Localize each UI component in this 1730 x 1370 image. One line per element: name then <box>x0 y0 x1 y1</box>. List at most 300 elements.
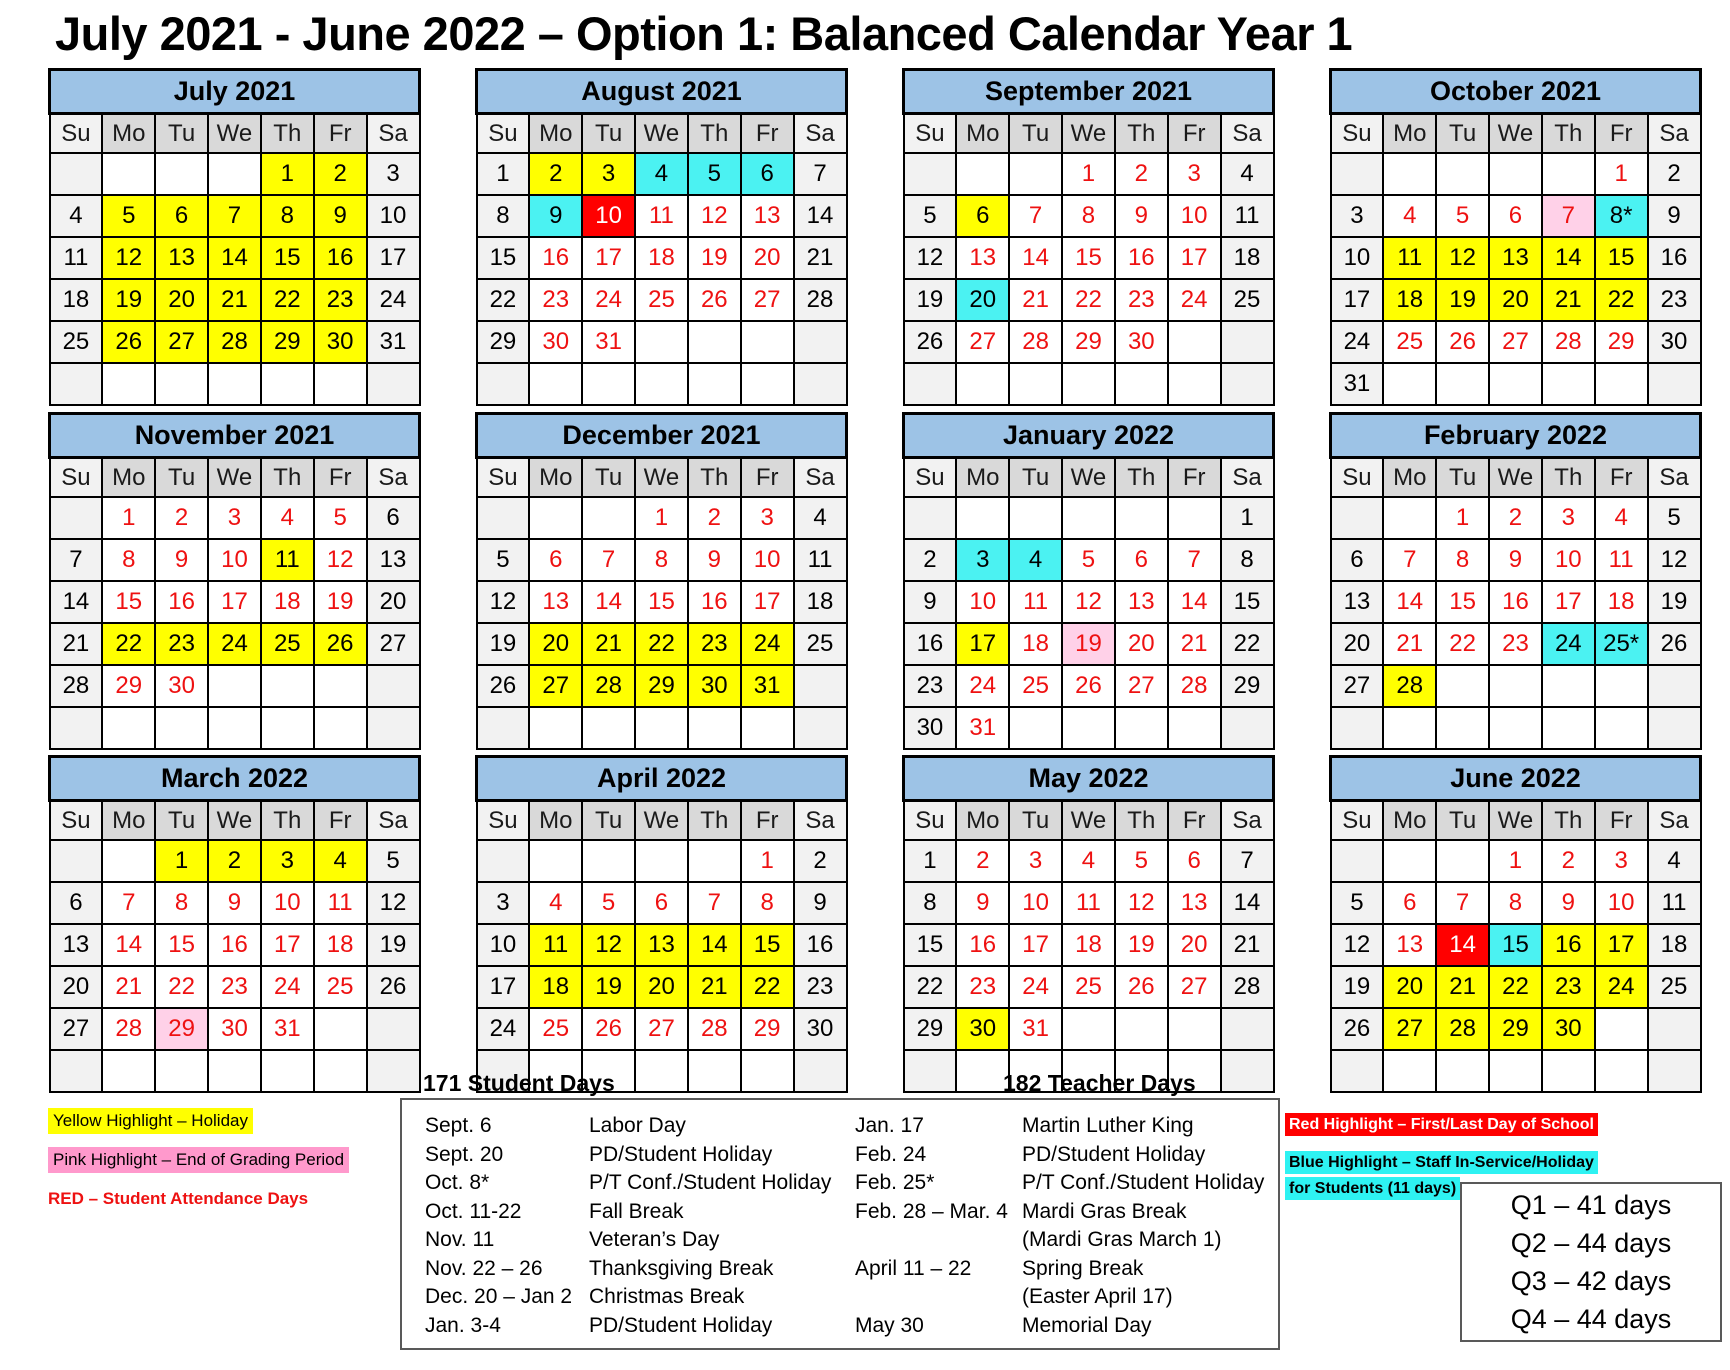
date-cell: 30 <box>314 321 367 363</box>
date-cell: 14 <box>1383 581 1436 623</box>
date-cell: 2 <box>155 497 208 539</box>
date-cell: 28 <box>1436 1008 1489 1050</box>
date-cell: 22 <box>155 966 208 1008</box>
day-header-row <box>904 801 1274 841</box>
date-cell: 14 <box>50 581 103 623</box>
month-title: July 2021 <box>50 70 420 114</box>
day-header-cell: Sa <box>794 114 847 154</box>
empty-cell <box>1009 153 1062 195</box>
date-cell: 9 <box>1648 195 1701 237</box>
month-title: August 2021 <box>477 70 847 114</box>
date-cell: 24 <box>1331 321 1384 363</box>
empty-cell <box>1595 707 1648 749</box>
date-cell: 6 <box>1331 539 1384 581</box>
date-cell: 4 <box>261 497 314 539</box>
week-row <box>50 321 420 363</box>
week-row <box>1331 966 1701 1008</box>
empty-cell <box>1595 665 1648 707</box>
date-cell: 19 <box>1331 966 1384 1008</box>
date-cell: 8 <box>1436 539 1489 581</box>
week-row <box>1331 195 1701 237</box>
date-cell: 19 <box>582 966 635 1008</box>
empty-cell <box>314 665 367 707</box>
date-cell: 27 <box>1168 966 1221 1008</box>
date-cell: 11 <box>529 924 582 966</box>
date-cell: 7 <box>1221 840 1274 882</box>
date-cell: 17 <box>1168 237 1221 279</box>
day-header-cell: Th <box>261 458 314 498</box>
date-cell: 12 <box>904 237 957 279</box>
empty-cell <box>208 665 261 707</box>
date-cell: 15 <box>1221 581 1274 623</box>
date-cell: 19 <box>314 581 367 623</box>
empty-cell <box>102 707 155 749</box>
date-cell: 12 <box>688 195 741 237</box>
empty-cell <box>261 1050 314 1092</box>
date-cell: 10 <box>741 539 794 581</box>
date-cell: 21 <box>688 966 741 1008</box>
date-cell: 28 <box>208 321 261 363</box>
week-row <box>904 539 1274 581</box>
empty-cell <box>741 321 794 363</box>
date-cell: 27 <box>529 665 582 707</box>
date-cell: 20 <box>50 966 103 1008</box>
month-calendar <box>1329 412 1702 750</box>
quarter-label: Q4 – 44 days <box>1510 1304 1672 1334</box>
day-header-cell: Su <box>50 801 103 841</box>
month-calendar <box>48 68 421 406</box>
legend-item-cyan: Blue Highlight – Staff In-Service/Holiday for Students (11 days) <box>1285 1151 1598 1200</box>
legend-left <box>48 1108 349 1225</box>
day-header-row <box>50 114 420 154</box>
week-row <box>904 882 1274 924</box>
day-header-row <box>904 114 1274 154</box>
month-title-row <box>1331 757 1701 801</box>
day-header-cell: Tu <box>1009 801 1062 841</box>
empty-cell <box>794 363 847 405</box>
empty-cell <box>367 707 420 749</box>
date-cell: 12 <box>367 882 420 924</box>
date-cell: 2 <box>529 153 582 195</box>
date-cell: 21 <box>794 237 847 279</box>
month-table <box>48 755 421 1093</box>
date-cell: 23 <box>155 623 208 665</box>
date-cell: 1 <box>1595 153 1648 195</box>
empty-cell <box>1168 363 1221 405</box>
date-cell: 5 <box>314 497 367 539</box>
empty-cell <box>477 707 530 749</box>
date-cell: 10 <box>956 581 1009 623</box>
date-cell: 28 <box>794 279 847 321</box>
date-cell: 17 <box>1595 924 1648 966</box>
date-cell: 14 <box>1168 581 1221 623</box>
empty-cell <box>1115 363 1168 405</box>
month-title: January 2022 <box>904 414 1274 458</box>
date-cell: 15 <box>741 924 794 966</box>
date-cell: 23 <box>1542 966 1595 1008</box>
date-cell: 31 <box>582 321 635 363</box>
date-cell: 1 <box>741 840 794 882</box>
date-cell: 8 <box>904 882 957 924</box>
day-header-cell: Tu <box>1436 114 1489 154</box>
empty-cell <box>1489 1050 1542 1092</box>
day-header-cell: Su <box>904 114 957 154</box>
day-header-cell: Mo <box>956 114 1009 154</box>
empty-cell <box>635 363 688 405</box>
week-row <box>477 1008 847 1050</box>
date-cell: 13 <box>1331 581 1384 623</box>
day-header-cell: Mo <box>956 458 1009 498</box>
date-cell: 8 <box>102 539 155 581</box>
date-cell: 4 <box>50 195 103 237</box>
date-cell: 4 <box>1009 539 1062 581</box>
week-row <box>50 279 420 321</box>
date-cell: 30 <box>794 1008 847 1050</box>
date-cell: 10 <box>1009 882 1062 924</box>
date-cell: 14 <box>1436 924 1489 966</box>
date-cell: 21 <box>208 279 261 321</box>
empty-cell <box>261 665 314 707</box>
date-cell: 28 <box>1168 665 1221 707</box>
week-row <box>50 623 420 665</box>
empty-cell <box>1383 153 1436 195</box>
date-cell: 4 <box>1648 840 1701 882</box>
date-cell: 24 <box>582 279 635 321</box>
empty-cell <box>1489 153 1542 195</box>
empty-cell <box>314 707 367 749</box>
date-cell: 2 <box>1648 153 1701 195</box>
date-cell: 20 <box>635 966 688 1008</box>
date-cell: 26 <box>1648 623 1701 665</box>
date-cell: 19 <box>477 623 530 665</box>
date-cell: 27 <box>741 279 794 321</box>
date-cell: 29 <box>477 321 530 363</box>
month-title-row <box>477 414 847 458</box>
date-cell: 23 <box>1489 623 1542 665</box>
date-cell: 19 <box>367 924 420 966</box>
date-cell: 22 <box>1595 279 1648 321</box>
legend-row <box>48 1108 349 1134</box>
date-cell: 17 <box>477 966 530 1008</box>
date-cell: 25 <box>1648 966 1701 1008</box>
empty-cell <box>1331 497 1384 539</box>
empty-cell <box>1436 1050 1489 1092</box>
date-cell: 15 <box>155 924 208 966</box>
page-title: July 2021 - June 2022 – Option 1: Balanced Calendar Year 1 <box>55 7 1353 60</box>
event-date: Feb. 28 – Mar. 4 <box>855 1199 1008 1223</box>
date-cell: 1 <box>1436 497 1489 539</box>
date-cell: 18 <box>261 581 314 623</box>
date-cell: 11 <box>1383 237 1436 279</box>
month-table <box>475 755 848 1093</box>
week-row <box>904 966 1274 1008</box>
date-cell: 24 <box>261 966 314 1008</box>
date-cell: 25 <box>1383 321 1436 363</box>
empty-cell <box>50 840 103 882</box>
empty-cell <box>1542 1050 1595 1092</box>
date-cell: 23 <box>1115 279 1168 321</box>
empty-cell <box>1383 497 1436 539</box>
legend-item-yellow: Yellow Highlight – Holiday <box>48 1108 253 1134</box>
date-cell: 31 <box>741 665 794 707</box>
date-cell: 20 <box>741 237 794 279</box>
month-table <box>1329 412 1702 750</box>
date-cell: 1 <box>1221 497 1274 539</box>
date-cell: 13 <box>635 924 688 966</box>
event-label: Martin Luther King <box>1022 1114 1194 1137</box>
date-cell: 29 <box>1489 1008 1542 1050</box>
day-header-cell: We <box>635 114 688 154</box>
week-row <box>477 195 847 237</box>
month-calendar <box>1329 68 1702 406</box>
day-header-cell: Su <box>50 458 103 498</box>
empty-cell <box>1009 497 1062 539</box>
month-title: May 2022 <box>904 757 1274 801</box>
empty-cell <box>1383 363 1436 405</box>
date-cell: 25 <box>1009 665 1062 707</box>
empty-cell <box>155 153 208 195</box>
empty-cell <box>1062 497 1115 539</box>
date-cell: 16 <box>904 623 957 665</box>
date-cell: 16 <box>688 581 741 623</box>
date-cell: 14 <box>1221 882 1274 924</box>
date-cell: 27 <box>155 321 208 363</box>
date-cell: 5 <box>1115 840 1168 882</box>
day-header-cell: Fr <box>741 114 794 154</box>
date-cell: 18 <box>1648 924 1701 966</box>
date-cell: 16 <box>1648 237 1701 279</box>
date-cell: 30 <box>1115 321 1168 363</box>
date-cell: 20 <box>1331 623 1384 665</box>
day-header-cell: Mo <box>529 114 582 154</box>
date-cell: 28 <box>582 665 635 707</box>
empty-cell <box>1648 707 1701 749</box>
date-cell: 19 <box>102 279 155 321</box>
week-row <box>1331 497 1701 539</box>
date-cell: 10 <box>261 882 314 924</box>
empty-cell <box>1331 153 1384 195</box>
week-row <box>50 363 420 405</box>
week-row <box>1331 623 1701 665</box>
date-cell: 4 <box>1221 153 1274 195</box>
date-cell: 9 <box>1542 882 1595 924</box>
month-table <box>1329 755 1702 1093</box>
empty-cell <box>102 363 155 405</box>
day-header-cell: Mo <box>102 458 155 498</box>
legend-item-pink: Pink Highlight – End of Grading Period <box>48 1147 349 1173</box>
date-cell: 17 <box>741 581 794 623</box>
day-header-cell: We <box>208 801 261 841</box>
date-cell: 13 <box>50 924 103 966</box>
date-cell: 25 <box>1221 279 1274 321</box>
empty-cell <box>261 707 314 749</box>
date-cell: 4 <box>635 153 688 195</box>
date-cell: 20 <box>1115 623 1168 665</box>
day-header-cell: Su <box>477 801 530 841</box>
week-row <box>50 882 420 924</box>
day-header-cell: Su <box>1331 458 1384 498</box>
date-cell: 13 <box>1489 237 1542 279</box>
date-cell: 23 <box>688 623 741 665</box>
week-row <box>904 497 1274 539</box>
date-cell: 26 <box>367 966 420 1008</box>
day-header-cell: Fr <box>314 114 367 154</box>
date-cell: 3 <box>477 882 530 924</box>
day-header-cell: Th <box>1115 801 1168 841</box>
empty-cell <box>314 363 367 405</box>
date-cell: 23 <box>314 279 367 321</box>
empty-cell <box>102 1050 155 1092</box>
day-header-cell: Th <box>261 801 314 841</box>
month-title-row <box>904 70 1274 114</box>
date-cell: 4 <box>1595 497 1648 539</box>
week-row <box>1331 840 1701 882</box>
date-cell: 30 <box>529 321 582 363</box>
date-cell: 21 <box>1383 623 1436 665</box>
day-header-cell: Fr <box>314 801 367 841</box>
date-cell: 17 <box>956 623 1009 665</box>
day-header-cell: Su <box>477 114 530 154</box>
date-cell: 15 <box>635 581 688 623</box>
month-title-row <box>904 757 1274 801</box>
date-cell: 15 <box>1595 237 1648 279</box>
date-cell: 2 <box>1489 497 1542 539</box>
month-title: November 2021 <box>50 414 420 458</box>
date-cell: 31 <box>367 321 420 363</box>
month-title-row <box>477 70 847 114</box>
day-header-cell: Mo <box>529 458 582 498</box>
day-header-cell: We <box>1489 114 1542 154</box>
date-cell: 7 <box>1436 882 1489 924</box>
empty-cell <box>582 707 635 749</box>
week-row <box>1331 882 1701 924</box>
date-cell: 5 <box>1648 497 1701 539</box>
empty-cell <box>208 707 261 749</box>
quarter-label: Q3 – 42 days <box>1510 1266 1672 1296</box>
empty-cell <box>1436 665 1489 707</box>
event-label: (Mardi Gras March 1) <box>1022 1228 1222 1251</box>
date-cell: 3 <box>1331 195 1384 237</box>
date-cell: 3 <box>208 497 261 539</box>
date-cell: 29 <box>1595 321 1648 363</box>
day-header-cell: Tu <box>1436 458 1489 498</box>
date-cell: 4 <box>1062 840 1115 882</box>
empty-cell <box>635 321 688 363</box>
empty-cell <box>1168 707 1221 749</box>
empty-cell <box>1221 1008 1274 1050</box>
empty-cell <box>1489 665 1542 707</box>
empty-cell <box>1436 707 1489 749</box>
date-cell: 13 <box>956 237 1009 279</box>
month-table <box>475 412 848 750</box>
legend-row <box>1285 1112 1619 1138</box>
day-header-cell: Tu <box>1009 458 1062 498</box>
month-title: March 2022 <box>50 757 420 801</box>
date-cell: 24 <box>208 623 261 665</box>
date-cell: 31 <box>1331 363 1384 405</box>
date-cell: 19 <box>1115 924 1168 966</box>
day-header-cell: Th <box>688 458 741 498</box>
day-header-cell: Sa <box>1221 801 1274 841</box>
date-cell: 17 <box>1331 279 1384 321</box>
date-cell: 2 <box>956 840 1009 882</box>
empty-cell <box>1383 707 1436 749</box>
week-row <box>50 497 420 539</box>
date-cell: 11 <box>635 195 688 237</box>
date-cell: 9 <box>155 539 208 581</box>
empty-cell <box>1648 363 1701 405</box>
date-cell: 2 <box>1115 153 1168 195</box>
date-cell: 18 <box>1595 581 1648 623</box>
date-cell: 30 <box>1542 1008 1595 1050</box>
day-header-cell: We <box>1062 458 1115 498</box>
day-header-cell: We <box>1489 458 1542 498</box>
date-cell: 22 <box>477 279 530 321</box>
date-cell: 29 <box>635 665 688 707</box>
week-row <box>904 924 1274 966</box>
empty-cell <box>367 665 420 707</box>
date-cell: 25 <box>794 623 847 665</box>
date-cell: 12 <box>1331 924 1384 966</box>
date-cell: 23 <box>529 279 582 321</box>
event-date: Feb. 24 <box>855 1142 927 1166</box>
week-row <box>50 237 420 279</box>
empty-cell <box>1009 707 1062 749</box>
week-row <box>904 195 1274 237</box>
week-row <box>50 1050 420 1092</box>
empty-cell <box>741 1050 794 1092</box>
week-row <box>50 840 420 882</box>
empty-cell <box>1648 1008 1701 1050</box>
date-cell: 10 <box>1595 882 1648 924</box>
day-header-cell: Su <box>1331 114 1384 154</box>
event-label: P/T Conf./Student Holiday <box>589 1171 832 1194</box>
date-cell: 5 <box>582 882 635 924</box>
date-cell: 21 <box>1221 924 1274 966</box>
student-days-label: 171 Student Days <box>423 1070 615 1096</box>
date-cell: 14 <box>688 924 741 966</box>
date-cell: 2 <box>688 497 741 539</box>
day-header-row <box>1331 801 1701 841</box>
date-cell: 28 <box>1009 321 1062 363</box>
empty-cell <box>314 1008 367 1050</box>
date-cell: 1 <box>635 497 688 539</box>
day-header-cell: Fr <box>1168 801 1221 841</box>
legend-item-red: Red Highlight – First/Last Day of School <box>1285 1113 1598 1136</box>
empty-cell <box>155 363 208 405</box>
week-row <box>904 840 1274 882</box>
day-header-row <box>50 801 420 841</box>
events-grid <box>402 1100 1278 1340</box>
day-header-cell: Su <box>904 801 957 841</box>
empty-cell <box>1221 707 1274 749</box>
date-cell: 8 <box>261 195 314 237</box>
date-cell: 2 <box>794 840 847 882</box>
event-date <box>855 1283 1022 1312</box>
date-cell: 17 <box>261 924 314 966</box>
date-cell: 3 <box>1595 840 1648 882</box>
date-cell: 25 <box>635 279 688 321</box>
month-calendar <box>475 68 848 406</box>
date-cell: 27 <box>1331 665 1384 707</box>
month-title: October 2021 <box>1331 70 1701 114</box>
date-cell: 4 <box>529 882 582 924</box>
date-cell: 18 <box>1062 924 1115 966</box>
day-header-cell: Tu <box>155 458 208 498</box>
day-header-cell: Mo <box>1383 801 1436 841</box>
date-cell: 21 <box>50 623 103 665</box>
empty-cell <box>1436 363 1489 405</box>
